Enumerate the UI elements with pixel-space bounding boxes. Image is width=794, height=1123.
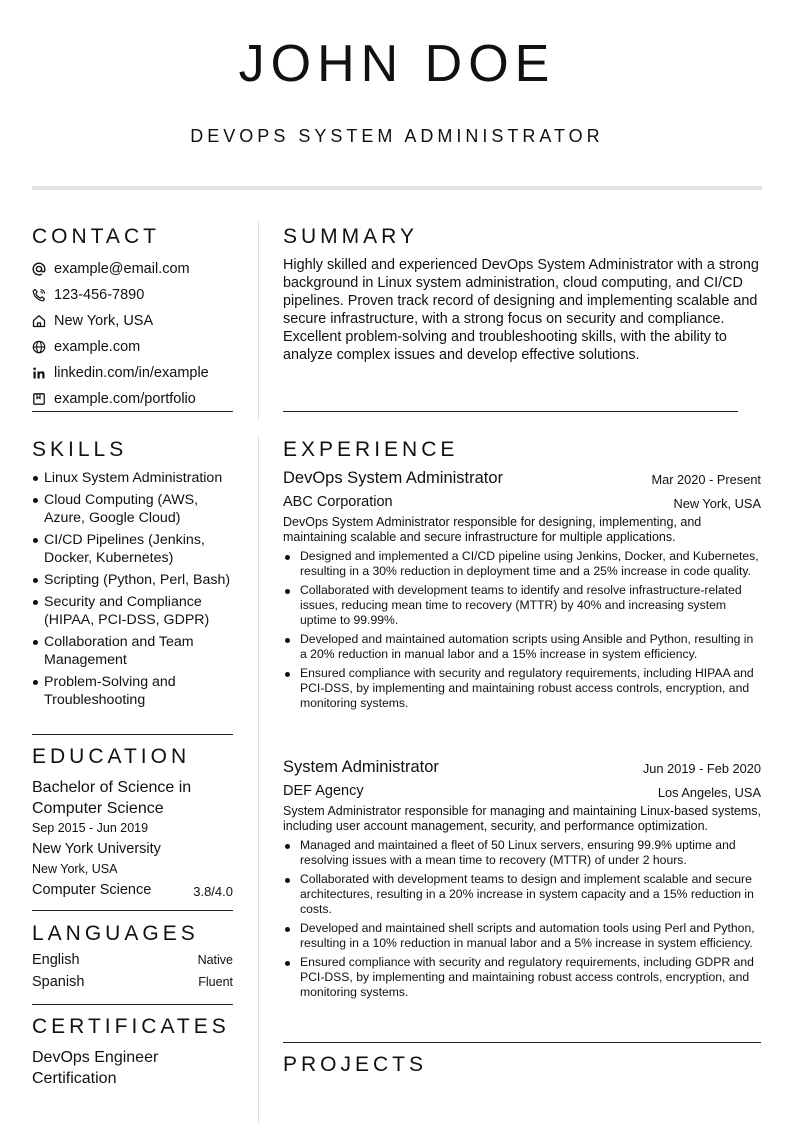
projects-heading: PROJECTS: [283, 1053, 428, 1076]
contact-heading: CONTACT: [32, 225, 160, 248]
job-bullet: Ensured compliance with security and regulatory requirements, including GDPR and PCI-DSS, by implementing and maintaining robust access controls, encryption, and monitoring systems.: [283, 955, 761, 1000]
language-level: Native: [197, 953, 233, 967]
header-divider: [32, 186, 762, 190]
languages-divider: [32, 1004, 233, 1005]
job-bullet: Managed and maintained a fleet of 50 Linux servers, ensuring 99.9% uptime and resolving issues with a mean time to recovery (MTTR) of under 2 hours.: [283, 838, 761, 868]
job-bullet: Designed and implemented a CI/CD pipeline using Jenkins, Docker, and Kubernetes, resulting in a 30% reduction in deployment time and a 25% increase in code quality.: [283, 549, 761, 579]
linkedin-icon: [32, 366, 46, 380]
job-description: System Administrator responsible for managing and maintaining Linux-based systems, including user account management, security, and performance optimization.: [283, 804, 762, 833]
contact-phone[interactable]: [32, 282, 242, 308]
skill-item: Scripting (Python, Perl, Bash): [32, 571, 242, 589]
contact-linkedin[interactable]: [32, 360, 242, 386]
language-row: [32, 974, 233, 996]
at-icon: [32, 262, 46, 276]
job-bullet: Collaborated with development teams to design and implement scalable and secure architectures, resulting in a 20% increase in system capacity and a 15% reduction in costs.: [283, 872, 761, 917]
language-name: Spanish: [32, 974, 85, 990]
skills-divider: [32, 734, 233, 735]
skills-list: [32, 469, 242, 713]
education-school: New York University: [32, 841, 161, 857]
job-dates: Jun 2019 - Feb 2020: [642, 761, 761, 776]
job-bullet: Collaborated with development teams to identify and resolve infrastructure-related issues, reducing mean time to recovery (MTTR) by 40% and increasing system uptime to 99.99%.: [283, 583, 761, 628]
job-location: New York, USA: [673, 496, 761, 511]
experience-divider: [283, 1042, 761, 1043]
column-divider: [258, 436, 259, 1123]
candidate-title: DEVOPS SYSTEM ADMINISTRATOR: [190, 126, 604, 146]
contact-divider: [32, 411, 233, 412]
home-icon: [32, 314, 46, 328]
job-bullet: Ensured compliance with security and regulatory requirements, including HIPAA and PCI-DSS, by implementing and maintaining robust access controls, encryption, and monitoring systems.: [283, 666, 761, 711]
education-degree: Bachelor of Science in Computer Science: [32, 779, 192, 817]
contact-list: [32, 256, 242, 412]
column-divider-top: [258, 222, 259, 420]
skills-heading: SKILLS: [32, 438, 128, 461]
skill-item: Linux System Administration: [32, 469, 242, 487]
experience-entry: [283, 469, 761, 715]
skill-item: Problem-Solving and Troubleshooting: [32, 673, 242, 709]
language-row: [32, 952, 233, 974]
skill-item: CI/CD Pipelines (Jenkins, Docker, Kubernetes): [32, 531, 242, 567]
portfolio-icon: [32, 392, 46, 406]
job-role: DevOps System Administrator: [283, 469, 504, 487]
skill-item: Collaboration and Team Management: [32, 633, 242, 669]
language-name: English: [32, 952, 80, 968]
experience-entry: [283, 758, 761, 1004]
education-field: Computer Science: [32, 882, 152, 898]
job-company: ABC Corporation: [283, 494, 393, 510]
job-company: DEF Agency: [283, 783, 364, 799]
language-level: Fluent: [198, 975, 233, 989]
candidate-name: JOHN DOE: [238, 35, 556, 93]
contact-website-text: example.com: [54, 339, 141, 355]
job-bullets: [283, 838, 761, 1000]
job-bullet: Developed and maintained shell scripts and automation tools using Perl and Python, resulting in a 10% reduction in manual labor and a 5% increase in system efficiency.: [283, 921, 761, 951]
contact-phone-text: 123-456-7890: [54, 287, 145, 303]
education-dates: Sep 2015 - Jun 2019: [32, 821, 149, 835]
contact-email-text: example@email.com: [54, 261, 190, 277]
certificate-name: DevOps Engineer Certification: [32, 1049, 159, 1087]
contact-portfolio-text: example.com/portfolio: [54, 391, 196, 407]
summary-heading: SUMMARY: [283, 225, 418, 248]
job-role: System Administrator: [283, 758, 439, 776]
languages-list: [32, 952, 233, 996]
contact-portfolio[interactable]: [32, 386, 242, 412]
contact-website[interactable]: [32, 334, 242, 360]
skill-item: Security and Compliance (HIPAA, PCI-DSS, GDPR): [32, 593, 242, 629]
summary-divider: [283, 411, 738, 412]
job-bullets: [283, 549, 761, 711]
certificates-heading: CERTIFICATES: [32, 1015, 230, 1038]
education-heading: EDUCATION: [32, 745, 191, 768]
contact-linkedin-text: linkedin.com/in/example: [54, 365, 209, 381]
education-divider: [32, 910, 233, 911]
globe-icon: [32, 340, 46, 354]
languages-heading: LANGUAGES: [32, 922, 199, 945]
contact-email[interactable]: [32, 256, 242, 282]
experience-heading: EXPERIENCE: [283, 438, 459, 461]
education-location: New York, USA: [32, 862, 118, 876]
contact-location-text: New York, USA: [54, 313, 154, 329]
education-gpa: 3.8/4.0: [193, 884, 233, 899]
job-bullet: Developed and maintained automation scripts using Ansible and Python, resulting in a 20% reduction in manual labor and a 15% increase in system efficiency.: [283, 632, 761, 662]
contact-location: [32, 308, 242, 334]
phone-icon: [32, 288, 46, 302]
job-dates: Mar 2020 - Present: [651, 472, 761, 487]
job-description: DevOps System Administrator responsible for designing, implementing, and maintaining scalable and secure infrastructure for multiple applications.: [283, 515, 702, 544]
summary-text: Highly skilled and experienced DevOps System Administrator with a strong background in Linux system administration, cloud computing, and CI/CD pipelines. Proven track record of designing and implementing scalable and secure infrastructure, with a strong focus on security and compliance. Excellent problem-solving and troubleshooting skills, with the ability to analyze complex issues and develop effective solutions.: [283, 257, 759, 363]
skill-item: Cloud Computing (AWS, Azure, Google Cloud): [32, 491, 242, 527]
job-location: Los Angeles, USA: [657, 785, 761, 800]
